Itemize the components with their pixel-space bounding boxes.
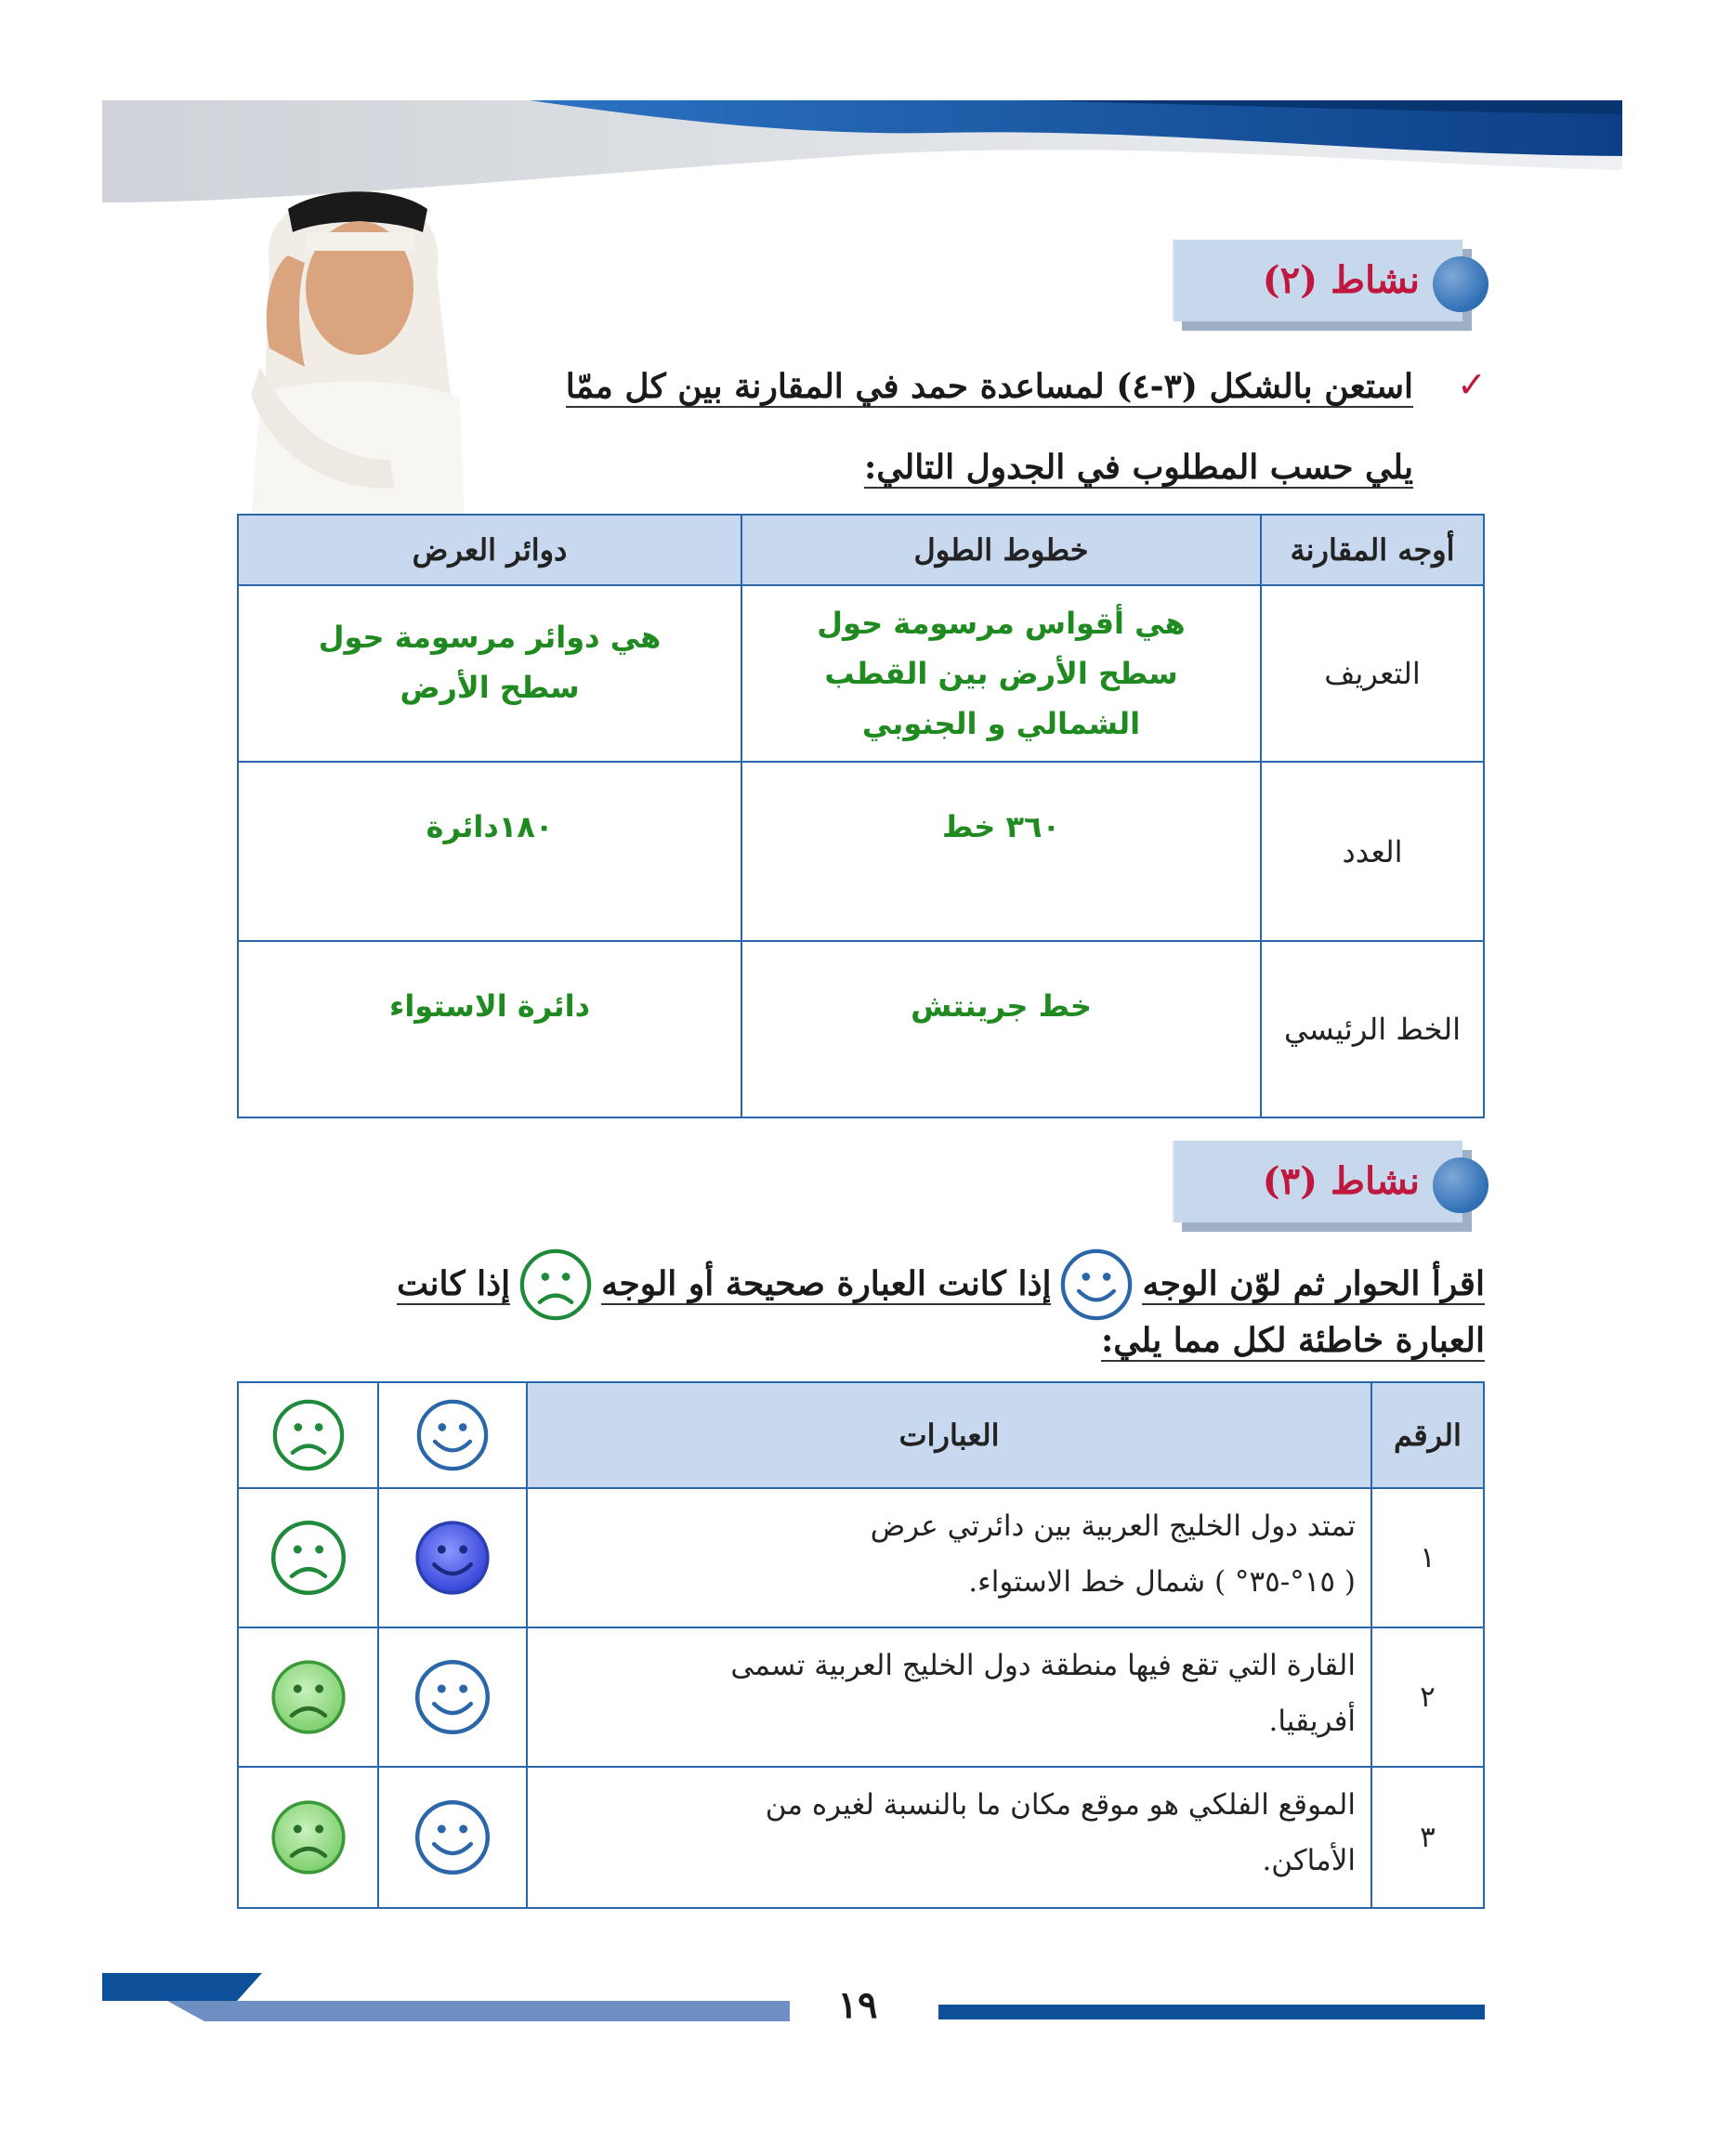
row-number: ٢ [1371, 1627, 1484, 1767]
statement-cell [527, 1627, 1371, 1767]
sad-face-icon-filled[interactable] [267, 1655, 350, 1739]
table-row [238, 585, 1484, 762]
sad-face-cell[interactable] [238, 1488, 378, 1627]
happy-face-icon [1056, 1245, 1136, 1325]
row-number: ٣ [1371, 1767, 1484, 1908]
activity-3-badge [1173, 1141, 1462, 1222]
footer-right-bar [938, 2005, 1485, 2019]
statement-line1: القارة التي تقع فيها منطقة دول الخليج العربية تسمى [730, 1649, 1356, 1682]
answer-cell[interactable]: هي أقواس مرسومة حول سطح الأرض بين القطب الشمالي و الجنوبي [741, 585, 1261, 762]
statement-cell [527, 1488, 1371, 1627]
instruction-text: إذا كانت العبارة صحيحة أو الوجه [601, 1264, 1052, 1303]
header-aspects: أوجه المقارنة [1261, 515, 1484, 585]
answer-cell[interactable]: دائرة الاستواء [238, 941, 741, 1117]
page-number: ١٩ [837, 1983, 878, 2027]
statement-line1: الموقع الفلكي هو موقع مكان ما بالنسبة لغيره من [765, 1788, 1356, 1822]
statement-line2: ( ١٥°-٣٥° ) شمال خط الاستواء. [968, 1565, 1356, 1599]
happy-face-icon[interactable] [411, 1796, 494, 1879]
sad-face-icon [269, 1395, 348, 1475]
statement-cell [527, 1767, 1371, 1908]
table-header-row [238, 515, 1484, 585]
statement-line1: تمتد دول الخليج العربية بين دائرتي عرض [870, 1509, 1356, 1543]
sad-face-icon[interactable] [267, 1516, 350, 1600]
footer-left-bar [102, 1973, 790, 2025]
statements-table [237, 1381, 1485, 1909]
answer-cell[interactable]: خط جرينتش [741, 941, 1261, 1117]
sad-face-icon-filled[interactable] [267, 1796, 350, 1879]
table-row [238, 941, 1484, 1117]
header-longitude: خطوط الطول [741, 515, 1261, 585]
activity-2-badge [1173, 240, 1462, 321]
table-row [238, 1488, 1484, 1627]
happy-face-cell[interactable] [378, 1627, 527, 1767]
header-happy [378, 1382, 527, 1488]
comparison-table [237, 514, 1485, 1118]
table-row [238, 762, 1484, 941]
sad-face-icon [516, 1245, 596, 1325]
activity-3-title: نشاط (٣) [1262, 1159, 1420, 1203]
sad-face-cell[interactable] [238, 1767, 378, 1908]
activity-2-title: نشاط (٢) [1262, 258, 1420, 302]
badge-bullet-icon [1433, 1157, 1488, 1213]
sad-face-cell[interactable] [238, 1627, 378, 1767]
header-number: الرقم [1371, 1382, 1484, 1488]
instruction-text: إذا كانت [397, 1264, 511, 1303]
answer-cell[interactable]: ١٨٠دائرة [238, 762, 741, 941]
happy-face-icon-filled[interactable] [411, 1516, 494, 1600]
statement-line2: الأماكن. [1262, 1844, 1356, 1877]
happy-face-icon[interactable] [411, 1655, 494, 1739]
table-header-row [238, 1382, 1484, 1488]
answer-cell[interactable]: هي دوائر مرسومة حول سطح الأرض [238, 585, 741, 762]
activity-3-instruction-line1 [397, 1245, 1485, 1325]
row-label: العدد [1261, 762, 1484, 941]
row-number: ١ [1371, 1488, 1484, 1627]
table-row [238, 1767, 1484, 1908]
answer-cell[interactable]: ٣٦٠ خط [741, 762, 1261, 941]
table-row [238, 1627, 1484, 1767]
happy-face-cell[interactable] [378, 1488, 527, 1627]
badge-bullet-icon [1433, 256, 1488, 312]
activity-2-instruction-line2: يلي حسب المطلوب في الجدول التالي: [864, 448, 1413, 487]
checkmark-icon: ✓ [1457, 364, 1487, 405]
header-sad [238, 1382, 378, 1488]
row-label: التعريف [1261, 585, 1484, 762]
happy-face-icon [413, 1395, 492, 1475]
activity-3-instruction-line2: العبارة خاطئة لكل مما يلي: [1101, 1321, 1485, 1360]
row-label: الخط الرئيسي [1261, 941, 1484, 1117]
activity-2-instruction-line1: استعن بالشكل (٣-٤) لمساعدة حمد في المقارنة بين كل ممّا [565, 367, 1413, 406]
boy-thinking-illustration [232, 181, 483, 525]
header-statements: العبارات [527, 1382, 1371, 1488]
header-latitude: دوائر العرض [238, 515, 741, 585]
statement-line2: أفريقيا. [1268, 1705, 1356, 1738]
instruction-text: اقرأ الحوار ثم لوّن الوجه [1142, 1264, 1485, 1303]
happy-face-cell[interactable] [378, 1767, 527, 1908]
